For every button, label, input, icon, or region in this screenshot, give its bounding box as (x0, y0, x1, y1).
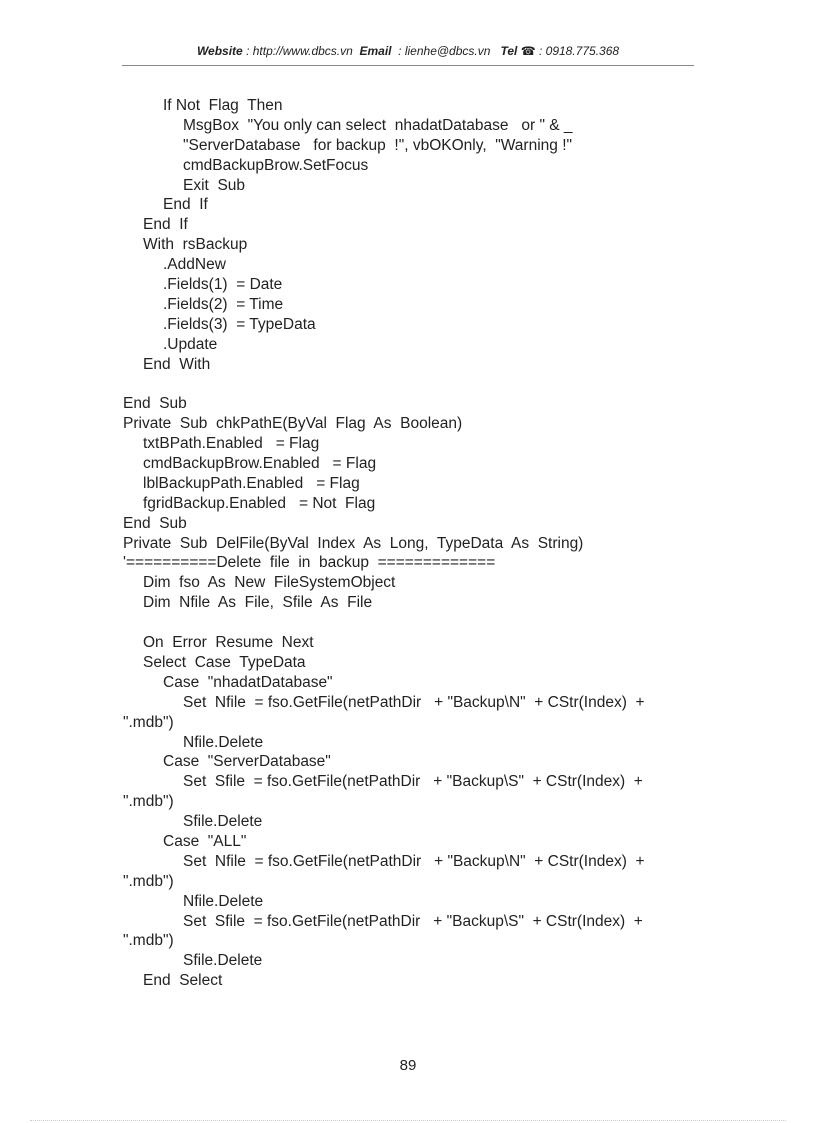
email-separator: : (394, 44, 405, 58)
code-line: ".mdb") (123, 872, 174, 890)
code-line: End With (143, 355, 211, 373)
code-line: Nfile.Delete (183, 733, 264, 751)
tel-label: Tel (500, 44, 518, 58)
code-line: Nfile.Delete (183, 892, 264, 910)
page-number: 89 (399, 1057, 417, 1074)
code-line: Dim Nfile As File, Sfile As File (143, 594, 373, 612)
code-line: '==========Delete file in backup ============= (123, 554, 496, 572)
code-line: Set Sfile = fso.GetFile(netPathDir + "Backup\S" + CStr(Index) + (183, 773, 643, 791)
code-line: ".mdb") (123, 713, 174, 731)
code-line: On Error Resume Next (143, 634, 314, 652)
code-line: .Update (163, 335, 218, 353)
code-line: End If (163, 196, 208, 214)
website-label: Website (196, 44, 243, 58)
code-listing (123, 96, 693, 991)
code-line: Select Case TypeData (143, 653, 306, 671)
code-line: lblBackupPath.Enabled = Flag (143, 474, 360, 492)
footer-divider (30, 1120, 786, 1121)
website-separator: : (242, 44, 253, 58)
code-line: Set Nfile = fso.GetFile(netPathDir + "Backup\N" + CStr(Index) + (183, 693, 645, 711)
code-line: Sfile.Delete (183, 952, 263, 970)
page-header (122, 44, 694, 58)
email-link[interactable]: lienhe@dbcs.vn (404, 44, 491, 58)
code-line (123, 374, 693, 394)
code-line: Private Sub chkPathE(ByVal Flag As Boolean) (123, 415, 463, 433)
code-line: Exit Sub (183, 176, 246, 194)
tel-separator: : (535, 44, 546, 58)
code-line: Set Sfile = fso.GetFile(netPathDir + "Backup\S" + CStr(Index) + (183, 912, 643, 930)
header-divider (122, 65, 694, 66)
code-line: Case "ALL" (163, 832, 247, 850)
code-line: Dim fso As New FileSystemObject (143, 574, 396, 592)
code-line (123, 613, 693, 633)
code-line: If Not Flag Then (163, 97, 283, 114)
code-line: MsgBox "You only can select nhadatDatabase or " & _ (183, 116, 573, 134)
code-line: Case "ServerDatabase" (163, 753, 331, 771)
code-line: txtBPath.Enabled = Flag (143, 435, 320, 453)
code-line: Sfile.Delete (183, 813, 263, 831)
code-line: ".mdb") (123, 793, 174, 811)
code-line: Set Nfile = fso.GetFile(netPathDir + "Backup\N" + CStr(Index) + (183, 852, 645, 870)
code-line: .Fields(3) = TypeData (163, 315, 316, 333)
tel-value: 0918.775.368 (545, 44, 620, 58)
code-line: Case "nhadatDatabase" (163, 673, 333, 691)
phone-icon: ☎ (520, 44, 536, 58)
website-link[interactable]: http://www.dbcs.vn (252, 44, 353, 58)
code-line: Private Sub DelFile(ByVal Index As Long, TypeData As String) (123, 534, 584, 552)
code-line: ".mdb") (123, 932, 174, 950)
code-line: .Fields(2) = Time (163, 295, 284, 313)
email-label: Email (359, 44, 392, 58)
code-line: .Fields(1) = Date (163, 276, 283, 294)
code-line: cmdBackupBrow.SetFocus (183, 156, 369, 174)
code-line: cmdBackupBrow.Enabled = Flag (143, 455, 377, 473)
code-line: fgridBackup.Enabled = Not Flag (143, 494, 376, 512)
code-line: With rsBackup (143, 236, 248, 254)
code-line: End If (143, 216, 188, 234)
code-line: .AddNew (163, 256, 226, 274)
code-line: End Select (143, 972, 223, 990)
code-line: End Sub (123, 514, 187, 532)
code-line: End Sub (123, 395, 187, 413)
code-line: "ServerDatabase for backup !", vbOKOnly, "Warning !" (183, 136, 572, 154)
